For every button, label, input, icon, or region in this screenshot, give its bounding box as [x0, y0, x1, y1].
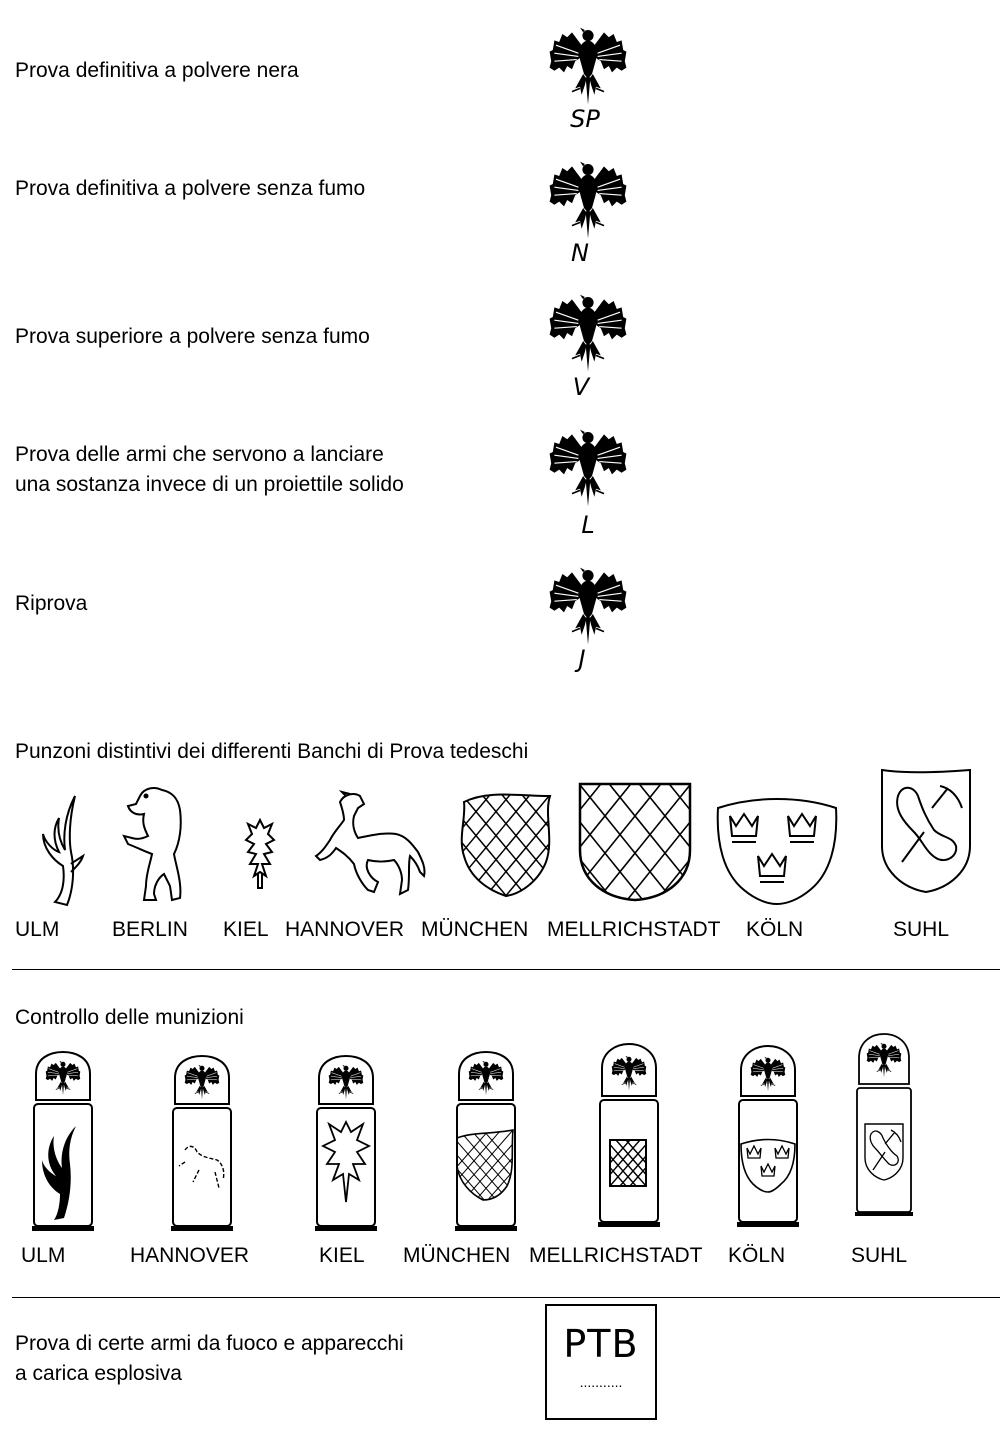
proof-description-line: una sostanza invece di un proiettile solido: [15, 473, 404, 496]
proof-description-line: Prova delle armi che servono a lanciare: [15, 443, 384, 466]
proof-letter: N: [571, 239, 589, 267]
proof-house-label: ULM: [15, 918, 60, 941]
nettle-leaf-icon: [244, 816, 276, 892]
ptb-description-line: a carica esplosiva: [15, 1362, 182, 1385]
ammunition-heading: Controllo delle munizioni: [15, 1006, 244, 1029]
proof-letter: SP: [570, 105, 600, 133]
cartridge-nettle-icon: [313, 1054, 379, 1234]
ptb-mark: [545, 1304, 657, 1420]
ammunition-label: SUHL: [851, 1244, 908, 1267]
cartridge-antler-icon: [30, 1050, 96, 1235]
proof-house-label: HANNOVER: [285, 918, 405, 941]
proof-description: Prova definitiva a polvere senza fumo: [15, 177, 366, 200]
ammunition-label: HANNOVER: [130, 1244, 250, 1267]
divider: [12, 1297, 1000, 1298]
proof-house-label: KÖLN: [746, 918, 804, 941]
proof-houses-heading: Punzoni distintivi dei differenti Banchi di Prova tedeschi: [15, 740, 529, 763]
ammunition-label: ULM: [21, 1244, 66, 1267]
proof-letter: V: [572, 373, 590, 401]
proof-letter: L: [581, 511, 595, 539]
proof-description: Prova superiore a polvere senza fumo: [15, 325, 370, 348]
ptb-description-line: Prova di certe armi da fuoco e apparecchi: [15, 1332, 404, 1355]
antler-icon: [25, 790, 87, 908]
eagle-icon: [543, 428, 633, 508]
proof-house-label: MELLRICHSTADT: [547, 918, 721, 941]
cartridge-pick-hammer-icon: [853, 1032, 915, 1222]
cartridge-horse-icon: [169, 1054, 235, 1234]
ammunition-label: KÖLN: [728, 1244, 786, 1267]
cartridge-crowns-icon: [735, 1044, 801, 1230]
proof-description: Prova definitiva a polvere nera: [15, 59, 299, 82]
pick-and-hammer-shield-icon: [878, 766, 974, 896]
three-crowns-shield-icon: [714, 794, 840, 906]
ammunition-label: MÜNCHEN: [403, 1244, 511, 1267]
lozenge-shield-icon: [576, 780, 694, 904]
proof-house-label: SUHL: [893, 918, 950, 941]
bavarian-lozenge-shield-icon: [458, 790, 554, 898]
horse-icon: [314, 790, 428, 898]
eagle-icon: [543, 566, 633, 646]
proof-house-label: MÜNCHEN: [421, 918, 529, 941]
eagle-icon: [543, 26, 633, 106]
proof-letter: J: [578, 645, 586, 673]
proof-description: Riprova: [15, 592, 88, 615]
cartridge-lozenge-icon: [453, 1050, 519, 1234]
cartridge-lozenge-square-icon: [596, 1042, 662, 1230]
proof-house-label: BERLIN: [112, 918, 188, 941]
divider: [12, 969, 1000, 970]
ammunition-label: KIEL: [319, 1244, 365, 1267]
ammunition-label: MELLRICHSTADT: [529, 1244, 703, 1267]
bear-icon: [118, 782, 188, 904]
ptb-mark-text: PTB: [563, 1322, 639, 1366]
eagle-icon: [543, 160, 633, 240]
ptb-dots: ...........: [579, 1374, 623, 1390]
eagle-icon: [543, 293, 633, 373]
proof-house-label: KIEL: [223, 918, 269, 941]
